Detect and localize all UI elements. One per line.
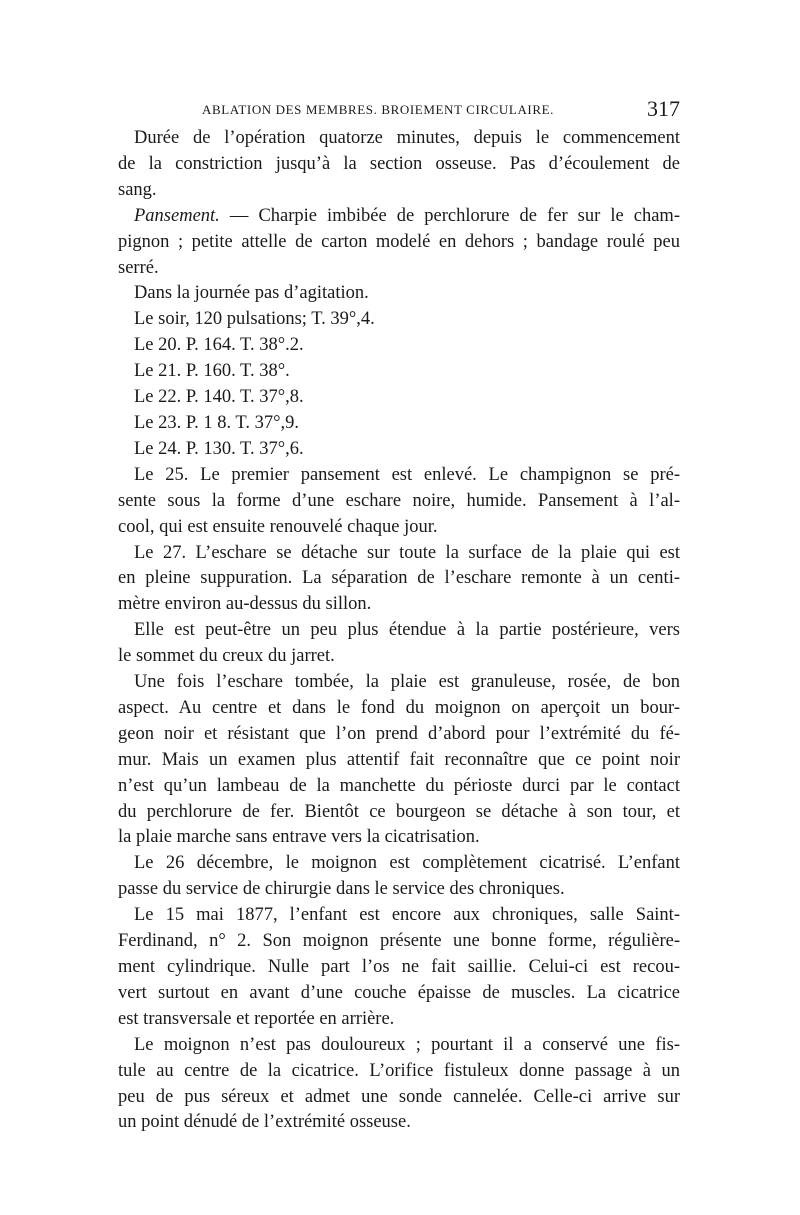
text-line: [118, 126, 680, 152]
text-line: [118, 722, 680, 748]
line-text: Le 22. P. 140. T. 37°,8.: [134, 387, 304, 408]
running-header: [118, 96, 680, 126]
line-text: Elle est peut-être un peu plus étendue à la partie postérieure, vers: [134, 620, 680, 641]
text-line: [118, 1033, 680, 1059]
line-text: est transversale et reportée en arrière.: [118, 1008, 395, 1029]
line-text: le sommet du creux du jarret.: [118, 646, 335, 667]
text-line: [118, 1110, 680, 1136]
body-text: [118, 126, 680, 1136]
line-text: peu de pus séreux et admet une sonde cannelée. Celle-ci arrive sur: [118, 1086, 680, 1107]
text-line: [118, 489, 680, 515]
line-text: Une fois l’eschare tombée, la plaie est granuleuse, rosée, de bon: [134, 672, 680, 693]
text-line: [118, 618, 680, 644]
line-text: n’est qu’un lambeau de la manchette du périoste durci par le contact: [118, 775, 680, 796]
text-line: [118, 230, 680, 256]
text-line: [118, 385, 680, 411]
text-line: [118, 437, 680, 463]
text-line: [118, 825, 680, 851]
line-text: Ferdinand, n° 2. Son moignon présente une bonne forme, régulière-: [118, 931, 680, 952]
line-text: pignon ; petite attelle de carton modelé en dehors ; bandage roulé peu: [118, 231, 680, 252]
text-line: [118, 670, 680, 696]
text-line: [118, 748, 680, 774]
text-line: [118, 178, 680, 204]
text-line: [118, 541, 680, 567]
text-line: [118, 359, 680, 385]
line-text: mur. Mais un examen plus attentif fait reconnaître que ce point noir: [118, 749, 680, 770]
line-text: Le soir, 120 pulsations; T. 39°,4.: [134, 309, 375, 330]
line-text: Le 26 décembre, le moignon est complètement cicatrisé. L’enfant: [134, 853, 680, 874]
text-line: [118, 152, 680, 178]
text-line: [118, 1059, 680, 1085]
text-line: [118, 256, 680, 282]
line-text: serré.: [118, 257, 159, 278]
line-text: cool, qui est ensuite renouvelé chaque jour.: [118, 516, 438, 537]
text-line: [118, 774, 680, 800]
text-line: [118, 204, 680, 230]
line-text: sang.: [118, 179, 157, 200]
line-text: Le 20. P. 164. T. 38°.2.: [134, 335, 304, 356]
line-text: Le 23. P. 1 8. T. 37°,9.: [134, 412, 299, 433]
text-line: [118, 851, 680, 877]
text-line: [118, 644, 680, 670]
header-title: ABLATION DES MEMBRES. BROIEMENT CIRCULAIRE.: [202, 102, 555, 117]
line-text: — Charpie imbibée de perchlorure de fer sur le cham-: [219, 205, 680, 226]
text-line: [118, 1007, 680, 1033]
line-text: un point dénudé de l’extrémité osseuse.: [118, 1112, 411, 1133]
line-text: sente sous la forme d’une eschare noire, humide. Pansement à l’al-: [118, 490, 680, 511]
text-line: [118, 955, 680, 981]
line-text: Le 25. Le premier pansement est enlevé. Le champignon se pré-: [134, 464, 680, 485]
text-line: [118, 515, 680, 541]
line-text: Dans la journée pas d’agitation.: [134, 283, 369, 304]
line-text: aspect. Au centre et dans le fond du moignon on aperçoit un bour-: [118, 697, 680, 718]
text-line: [118, 800, 680, 826]
line-text: Le 24. P. 130. T. 37°,6.: [134, 438, 304, 459]
text-line: [118, 929, 680, 955]
line-text: Durée de l’opération quatorze minutes, depuis le commencement: [134, 128, 680, 148]
text-line: [118, 411, 680, 437]
line-text: geon noir et résistant que l’on prend d’abord pour l’extrémité du fé-: [118, 723, 680, 744]
text-line: [118, 307, 680, 333]
line-text: la plaie marche sans entrave vers la cicatrisation.: [118, 827, 480, 848]
line-text: de la constriction jusqu’à la section osseuse. Pas d’écoulement de: [118, 153, 680, 174]
text-line: [118, 903, 680, 929]
text-line: [118, 1085, 680, 1111]
line-text: tule au centre de la cicatrice. L’orifice fistuleux donne passage à un: [118, 1060, 680, 1081]
line-text: Le 27. L’eschare se détache sur toute la surface de la plaie qui est: [134, 542, 680, 563]
text-line: [118, 281, 680, 307]
page: [118, 96, 680, 1136]
text-line: [118, 592, 680, 618]
line-text: vert surtout en avant d’une couche épaisse de muscles. La cicatrice: [118, 982, 680, 1003]
page-number: 317: [647, 96, 680, 121]
text-line: [118, 463, 680, 489]
text-line: [118, 981, 680, 1007]
text-line: [118, 696, 680, 722]
line-text: mètre environ au-dessus du sillon.: [118, 594, 372, 615]
line-text: du perchlorure de fer. Bientôt ce bourgeon se détache à son tour, et: [118, 801, 680, 822]
line-text: Le 21. P. 160. T. 38°.: [134, 361, 290, 382]
text-line: [118, 566, 680, 592]
line-text: Le 15 mai 1877, l’enfant est encore aux chroniques, salle Saint-: [134, 905, 680, 926]
text-line: [118, 877, 680, 903]
text-line: [118, 333, 680, 359]
italic-heading: Pansement.: [134, 205, 220, 226]
line-text: ment cylindrique. Nulle part l’os ne fait saillie. Celui-ci est recou-: [118, 957, 680, 977]
line-text: en pleine suppuration. La séparation de l’eschare remonte à un centi-: [118, 568, 680, 589]
line-text: passe du service de chirurgie dans le service des chroniques.: [118, 879, 565, 900]
line-text: Le moignon n’est pas douloureux ; pourtant il a conservé une fis-: [134, 1034, 680, 1055]
